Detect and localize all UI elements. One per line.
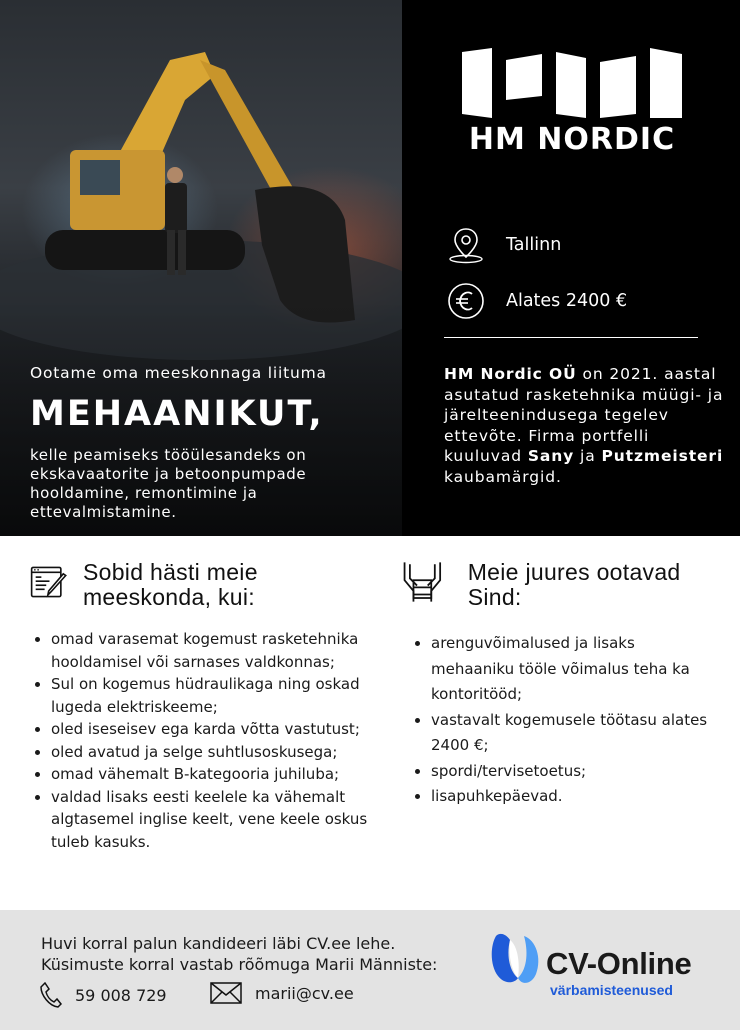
phone-icon <box>40 982 62 1008</box>
brand-putzmeister: Putzmeisteri <box>601 447 724 465</box>
cv-online-subtitle: värbamisteenused <box>550 982 673 998</box>
footer-text <box>41 934 437 975</box>
requirement-item: • oled avatud ja selge suhtlusoskusega; <box>51 741 370 764</box>
footer <box>0 910 740 1030</box>
offers-section <box>401 558 711 810</box>
hero-kicker: Ootame oma meeskonnaga liituma <box>30 364 327 382</box>
cv-online-logo[interactable] <box>488 932 718 1002</box>
offer-item: • arenguvõimalused ja lisaks mehaaniku tööle võimalus teha ka kontoritööd; <box>431 631 711 708</box>
requirements-section <box>30 558 370 853</box>
requirements-header <box>30 558 370 610</box>
requirements-heading: Sobid hästi meie meeskonda, kui: <box>82 559 258 610</box>
location-text: Tallinn <box>506 235 562 255</box>
euro-icon <box>446 281 486 321</box>
document-pen-icon <box>30 558 69 606</box>
hero-description: kelle peamiseks tööülesandeks on ekskavaatorite ja betoonpumpade hooldamine, remontimine ja ettevalmistamine. <box>30 446 307 521</box>
phone-contact[interactable] <box>40 982 167 1008</box>
requirement-item: • Sul on kogemus hüdraulikaga ning oskad lugeda elektriskeeme; <box>51 673 370 718</box>
offers-heading: Meie juures ootavad Sind: <box>467 559 681 610</box>
salary-row <box>446 281 627 321</box>
footer-line-contact: Küsimuste korral vastab rõõmuga Marii Männiste: <box>41 954 438 974</box>
cv-online-mark-icon <box>488 932 544 988</box>
requirements-list <box>30 628 370 853</box>
offer-item: • lisapuhkepäevad. <box>431 784 711 810</box>
company-name: HM Nordic OÜ <box>444 365 577 383</box>
hands-box-icon <box>401 558 444 606</box>
offer-item: • vastavalt kogemusele töötasu alates 2400 €; <box>431 708 711 759</box>
hero-title: MEHAANIKUT, <box>30 394 324 434</box>
salary-text: Alates 2400 € <box>506 291 628 311</box>
hm-nordic-logo <box>460 48 684 158</box>
company-panel <box>402 0 740 536</box>
offers-list <box>401 631 711 810</box>
logo-text: HM NORDIC <box>468 122 676 157</box>
location-row <box>446 225 561 265</box>
email-address[interactable]: marii@cv.ee <box>255 983 354 1003</box>
requirement-item: • oled iseseisev ega karda võtta vastutust; <box>51 718 370 741</box>
footer-line-apply: Huvi korral palun kandideeri läbi CV.ee lehe. <box>41 934 396 953</box>
email-contact[interactable] <box>210 982 354 1004</box>
requirement-item: • valdad lisaks eesti keelele ka vähemalt algtasemel inglise keelt, vene keele oskus tuleb kasuks. <box>51 786 370 854</box>
mail-icon <box>210 982 242 1004</box>
excavator-photo <box>0 0 402 536</box>
panel-divider <box>444 337 698 338</box>
logo-blocks <box>460 48 684 118</box>
brand-sany: Sany <box>527 447 575 465</box>
company-text-3: kaubamärgid. <box>444 467 562 486</box>
cv-online-name: CV-Online <box>546 946 692 981</box>
requirement-item: • omad varasemat kogemust rasketehnika hooldamisel või sarnases valdkonnas; <box>51 628 370 673</box>
phone-number[interactable]: 59 008 729 <box>75 985 167 1005</box>
company-description <box>444 364 724 487</box>
hero-text <box>30 364 375 522</box>
location-pin-icon <box>446 225 486 265</box>
offers-header <box>401 558 711 610</box>
company-text-2: ja <box>574 447 602 465</box>
company-text-1: on 2021. aastal asutatud rasketehnika müügi- ja järelteenindusega tegelev ettevõte. Firma portfelli kuuluvad <box>444 365 724 465</box>
requirement-item: • omad vähemalt B-kategooria juhiluba; <box>51 763 370 786</box>
offer-item: • spordi/tervisetoetus; <box>431 759 711 785</box>
